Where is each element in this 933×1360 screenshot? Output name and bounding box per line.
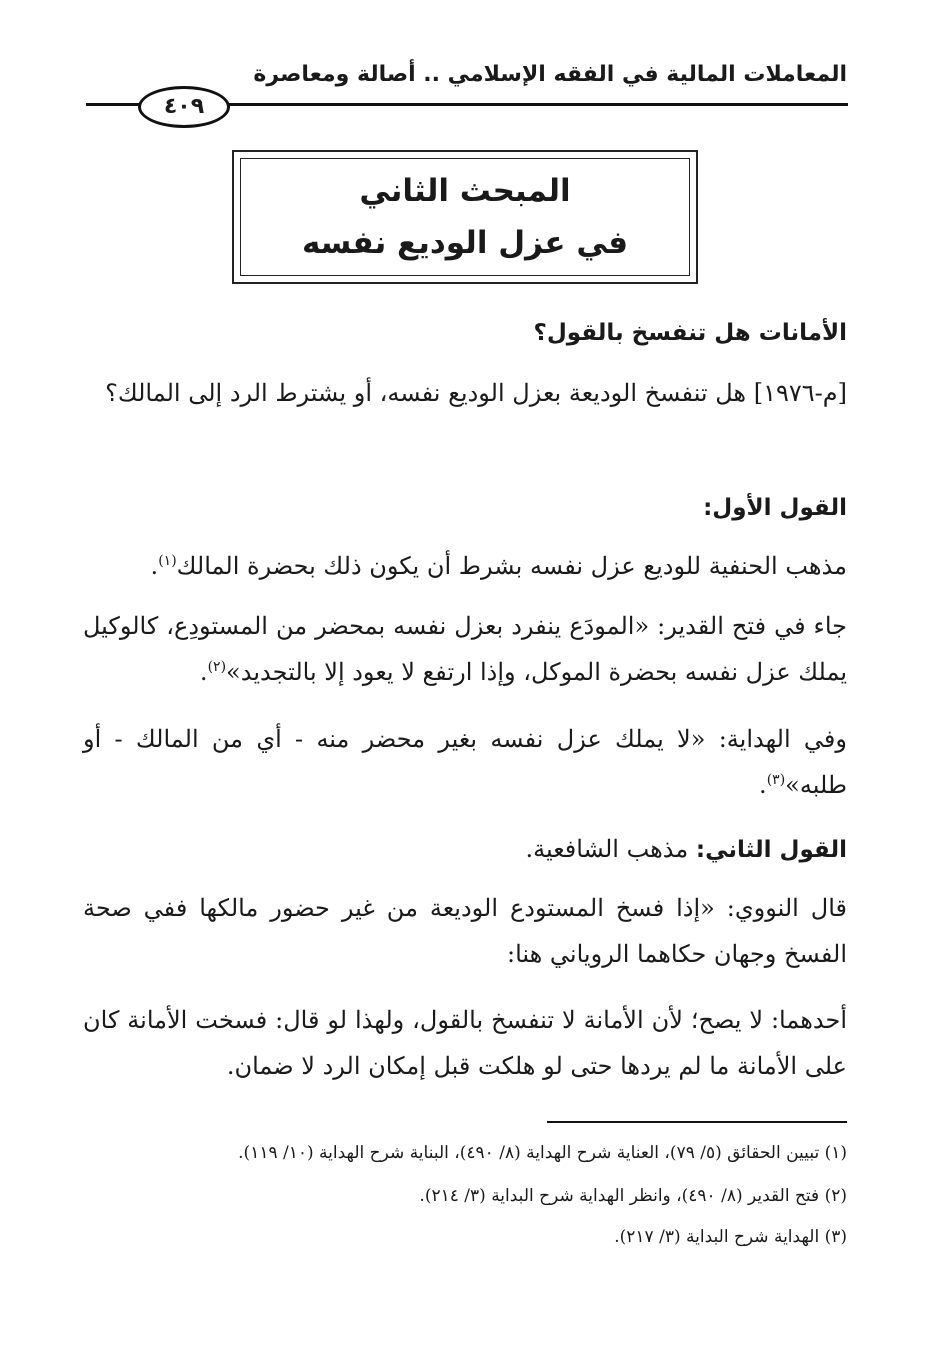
running-header-title: المعاملات المالية في الفقه الإسلامي .. أصالة ومعاصرة bbox=[253, 62, 847, 87]
footnote-3: (٣) الهداية شرح البداية (٣/ ٢١٧). bbox=[614, 1227, 847, 1247]
paragraph-6-text: أحدهما: لا يصح؛ لأن الأمانة لا تنفسخ بالقول، ولهذا لو قال: فسخت الأمانة كان على الأمانة ما لم يردها حتى لو هلكت قبل إمكان الرد لا ضمان. bbox=[83, 1006, 847, 1080]
footnote-divider bbox=[547, 1121, 847, 1123]
paragraph-2-text: مذهب الحنفية للوديع عزل نفسه بشرط أن يكون ذلك بحضرة المالك bbox=[176, 552, 847, 580]
paragraph-3 bbox=[83, 603, 847, 695]
section-title-line-2: في عزل الوديع نفسه bbox=[301, 225, 629, 261]
paragraph-1-text: هل تنفسخ الوديعة بعزل الوديع نفسه، أو يشترط الرد إلى المالك؟ bbox=[105, 379, 747, 407]
first-opinion-heading-text: القول الأول: bbox=[703, 495, 847, 521]
paragraph-2-end: . bbox=[150, 552, 159, 580]
page-number: ٤٠٩ bbox=[138, 86, 230, 128]
paragraph-5 bbox=[83, 885, 847, 977]
question-heading-text: الأمانات هل تنفسخ بالقول؟ bbox=[533, 320, 847, 346]
paragraph-3-end: . bbox=[199, 658, 208, 686]
section-title-line-1: المبحث الثاني bbox=[359, 173, 571, 209]
second-opinion-label: القول الثاني: bbox=[695, 837, 847, 863]
article-reference: [م-١٩٧٦] bbox=[753, 379, 847, 407]
paragraph-4-end: . bbox=[759, 771, 767, 799]
paragraph-4 bbox=[83, 716, 847, 808]
paragraph-1 bbox=[83, 370, 847, 416]
section-title-frame bbox=[240, 158, 690, 276]
section-title-box bbox=[232, 150, 698, 284]
paragraph-5-text: قال النووي: «إذا فسخ المستودع الوديعة من غير حضور مالكها ففي صحة الفسخ وجهان حكاهما الروياني هنا: bbox=[83, 894, 847, 968]
first-opinion-heading bbox=[83, 484, 847, 531]
paragraph-2 bbox=[83, 543, 847, 589]
paragraph-6 bbox=[83, 997, 847, 1089]
footnote-1: (١) تبيين الحقائق (٥/ ٧٩)، العناية شرح الهداية (٨/ ٤٩٠)، البناية شرح الهداية (١٠/ ١١٩). bbox=[238, 1143, 847, 1163]
second-opinion-text: مذهب الشافعية. bbox=[525, 835, 689, 863]
footnote-ref-1: (١) bbox=[158, 553, 177, 569]
paragraph-3-text: جاء في فتح القدير: «المودَع ينفرد بعزل نفسه بمحضر من المستودِع، كالوكيل يملك عزل نفسه بحضرة الموكل، وإذا ارتفع لا يعود إلا بالتجديد» bbox=[83, 612, 847, 686]
footnote-ref-2: (٢) bbox=[207, 659, 227, 675]
second-opinion bbox=[83, 826, 847, 873]
question-heading bbox=[83, 309, 847, 356]
paragraph-4-text: وفي الهداية: «لا يملك عزل نفسه بغير محضر منه - أي من المالك - أو طلبه» bbox=[83, 725, 847, 799]
footnote-2: (٢) فتح القدير (٨/ ٤٩٠)، وانظر الهداية شرح البداية (٣/ ٢١٤). bbox=[419, 1186, 847, 1206]
footnote-ref-3: (٣) bbox=[766, 772, 786, 788]
